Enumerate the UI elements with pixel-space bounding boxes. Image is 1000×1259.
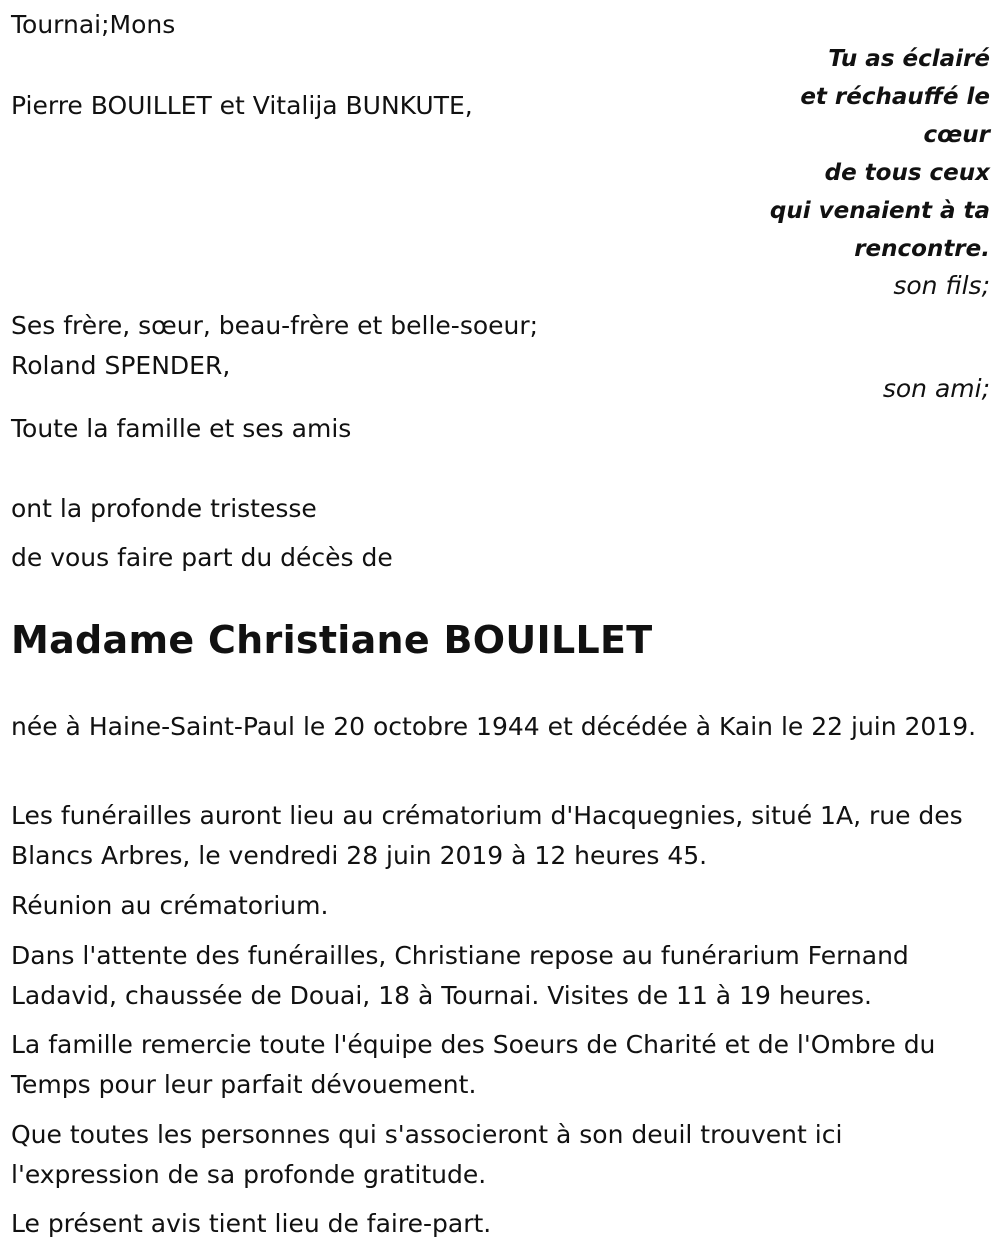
- family-and-friends: Toute la famille et ses amis: [11, 414, 352, 443]
- location-header: Tournai;Mons: [11, 10, 176, 39]
- poem-line: rencontre.: [854, 236, 990, 262]
- visitation-paragraph: Dans l'attente des funérailles, Christiane repose au funérarium Fernand Ladavid, chaussée de Douai, 18 à Tournai. Visites de 11 à 19 heures.: [11, 941, 909, 1010]
- funeral-paragraph: Les funérailles auront lieu au crématorium d'Hacquegnies, situé 1A, rue des Blancs Arbres, le vendredi 28 juin 2019 à 12 heures 45.: [11, 801, 963, 870]
- poem-line: qui venaient à ta: [769, 198, 990, 224]
- son-names: Pierre BOUILLET et Vitalija BUNKUTE,: [11, 91, 473, 120]
- gratitude-paragraph: Que toutes les personnes qui s'associeront à son deuil trouvent ici l'expression de sa profonde gratitude.: [11, 1120, 843, 1189]
- poem-line: de tous ceux: [824, 160, 990, 186]
- friend-relation: son ami;: [882, 374, 990, 403]
- poem-quote: [730, 40, 990, 268]
- poem-line: et réchauffé le: [800, 84, 990, 110]
- deceased-name: Madame Christiane BOUILLET: [11, 618, 653, 662]
- notice-paragraph: Le présent avis tient lieu de faire-part.: [11, 1209, 492, 1238]
- poem-line: cœur: [923, 122, 990, 148]
- son-relation: son fils;: [893, 271, 990, 300]
- announcement-line: ont la profonde tristesse: [11, 494, 317, 523]
- friend-name: Roland SPENDER,: [11, 351, 231, 380]
- poem-line: Tu as éclairé: [828, 46, 990, 72]
- announcement-line: de vous faire part du décès de: [11, 543, 393, 572]
- thanks-paragraph: La famille remercie toute l'équipe des Soeurs de Charité et de l'Ombre du Temps pour leur parfait dévouement.: [11, 1030, 936, 1099]
- meeting-paragraph: Réunion au crématorium.: [11, 891, 329, 920]
- birth-death-paragraph: née à Haine-Saint-Paul le 20 octobre 1944 et décédée à Kain le 22 juin 2019.: [11, 712, 977, 741]
- siblings-label: Ses frère, sœur, beau-frère et belle-soeur;: [11, 311, 539, 340]
